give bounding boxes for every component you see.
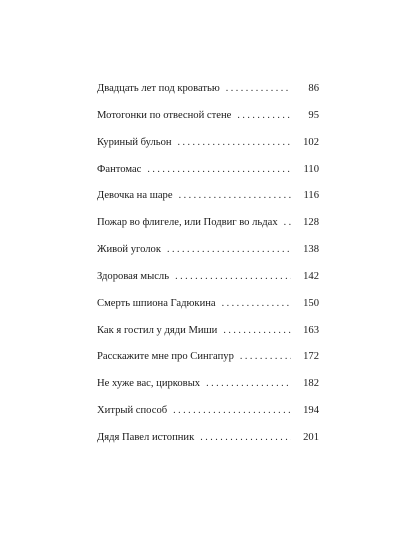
toc-entry-title: Пожар во флигеле, или Подвиг во льдах — [97, 217, 278, 229]
toc-dot-leader — [240, 350, 291, 364]
toc-entry-title: Хитрый способ — [97, 405, 168, 417]
toc-entry-title: Не хуже вас, цирковых — [97, 378, 201, 390]
toc-entry-page-number: 150 — [303, 297, 319, 309]
toc-entry-page-number: 116 — [303, 190, 319, 202]
toc-dot-leader — [173, 404, 291, 418]
toc-entry-title: Живой уголок — [97, 244, 161, 256]
toc-entry — [97, 163, 319, 190]
toc-entry-title: Девочка на шаре — [97, 190, 173, 202]
toc-dot-leader — [179, 189, 291, 203]
toc-entry — [97, 216, 319, 243]
toc-entry-title: Как я гостил у дяди Миши — [97, 324, 218, 336]
toc-entry — [97, 377, 319, 404]
toc-entry — [97, 189, 319, 216]
toc-dot-leader — [284, 216, 291, 230]
toc-entry-title: Двадцать лет под кроватью — [97, 83, 220, 94]
toc-entry — [97, 297, 319, 324]
toc-entry-page-number: 138 — [303, 244, 319, 256]
toc-dot-leader — [175, 270, 291, 284]
toc-dot-leader — [200, 431, 291, 445]
toc-dot-leader — [167, 243, 291, 257]
toc-entry-title: Смерть шпиона Гадюкина — [97, 297, 216, 309]
table-of-contents — [97, 82, 319, 458]
toc-entry-title: Расскажите мне про Сингапур — [97, 351, 234, 363]
toc-entry-title: Куриный бульон — [97, 136, 172, 148]
toc-entry-title: Здоровая мысль — [97, 270, 170, 282]
toc-entry-title: Мотогонки по отвесной стене — [97, 109, 232, 121]
toc-entry — [97, 431, 319, 458]
toc-entry-page-number: 142 — [303, 270, 319, 282]
toc-dot-leader — [226, 82, 291, 96]
toc-entry-page-number: 95 — [308, 109, 319, 121]
toc-entry-page-number: 86 — [308, 83, 319, 94]
toc-entry-page-number: 102 — [303, 136, 319, 148]
toc-entry-title: Фантомас — [97, 163, 142, 175]
toc-entry-page-number: 128 — [303, 217, 319, 229]
toc-entry — [97, 350, 319, 377]
toc-dot-leader — [223, 324, 291, 338]
toc-entry-title: Дядя Павел истопник — [97, 431, 195, 443]
toc-entry — [97, 270, 319, 297]
toc-entry-page-number: 110 — [303, 163, 319, 175]
toc-dot-leader — [178, 136, 291, 150]
toc-dot-leader — [206, 377, 291, 391]
toc-entry — [97, 136, 319, 163]
toc-entry-page-number: 172 — [303, 351, 319, 363]
toc-entry — [97, 243, 319, 270]
toc-entry-page-number: 194 — [303, 405, 319, 417]
toc-entry — [97, 404, 319, 431]
toc-entry — [97, 82, 319, 109]
toc-entry — [97, 109, 319, 136]
toc-entry-page-number: 201 — [303, 431, 319, 443]
toc-entry-page-number: 182 — [303, 378, 319, 390]
toc-entry — [97, 324, 319, 351]
toc-entry-page-number: 163 — [303, 324, 319, 336]
toc-dot-leader — [222, 297, 291, 311]
toc-dot-leader — [147, 163, 291, 177]
toc-dot-leader — [237, 109, 291, 123]
